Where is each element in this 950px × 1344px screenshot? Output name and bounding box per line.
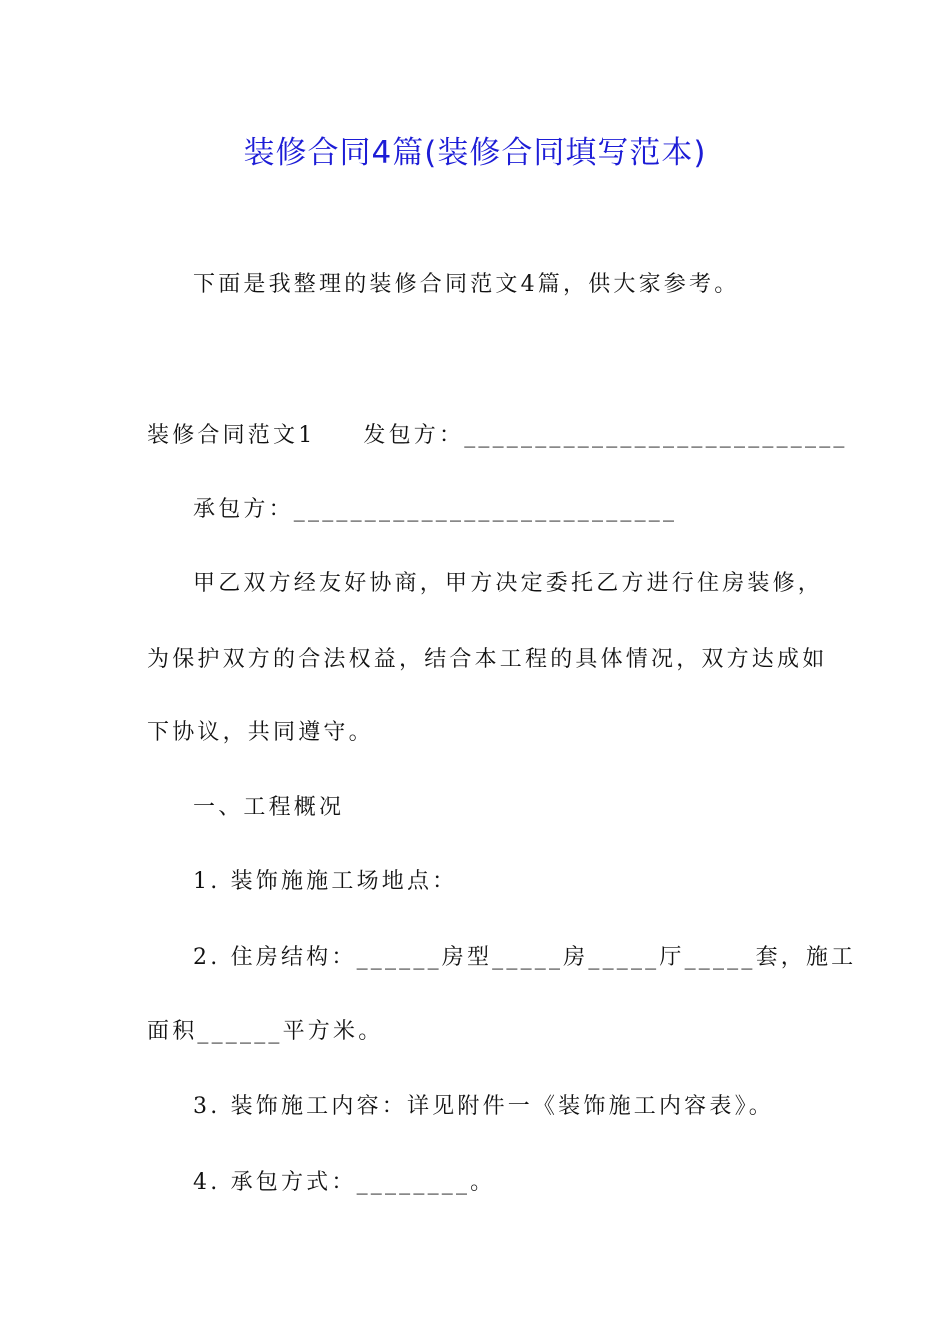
list-item-1: 1. 装饰施施工场地点： [193,869,458,894]
list-item-3: 3. 装饰施工内容：详见附件一《装饰施工内容表》。 [193,1094,774,1119]
sample-heading-line [147,419,848,453]
page-title: 装修合同4篇(装修合同填写范本) [243,135,707,171]
intro-paragraph: 下面是我整理的装修合同范文4篇，供大家参考。 [193,272,740,297]
section-heading: 一、工程概况 [193,795,345,820]
list-item-4: 4. 承包方式：________。 [193,1170,496,1195]
list-item-2: 2. 住房结构：______房型_____房_____厅_____套，施工 [193,945,857,970]
party-b-field: 承包方：___________________________ [193,497,678,522]
agreement-paragraph-line-2: 为保护双方的合法权益，结合本工程的具体情况，双方达成如 [147,647,828,672]
list-item-2-continued: 面积______平方米。 [147,1019,384,1044]
party-a-field: 发包方：___________________________ [363,423,848,448]
agreement-paragraph-line-3: 下协议，共同遵守。 [147,720,374,745]
sample-heading: 装修合同范文1 [147,423,316,448]
agreement-paragraph-line-1: 甲乙双方经友好协商，甲方决定委托乙方进行住房装修， [193,571,824,596]
